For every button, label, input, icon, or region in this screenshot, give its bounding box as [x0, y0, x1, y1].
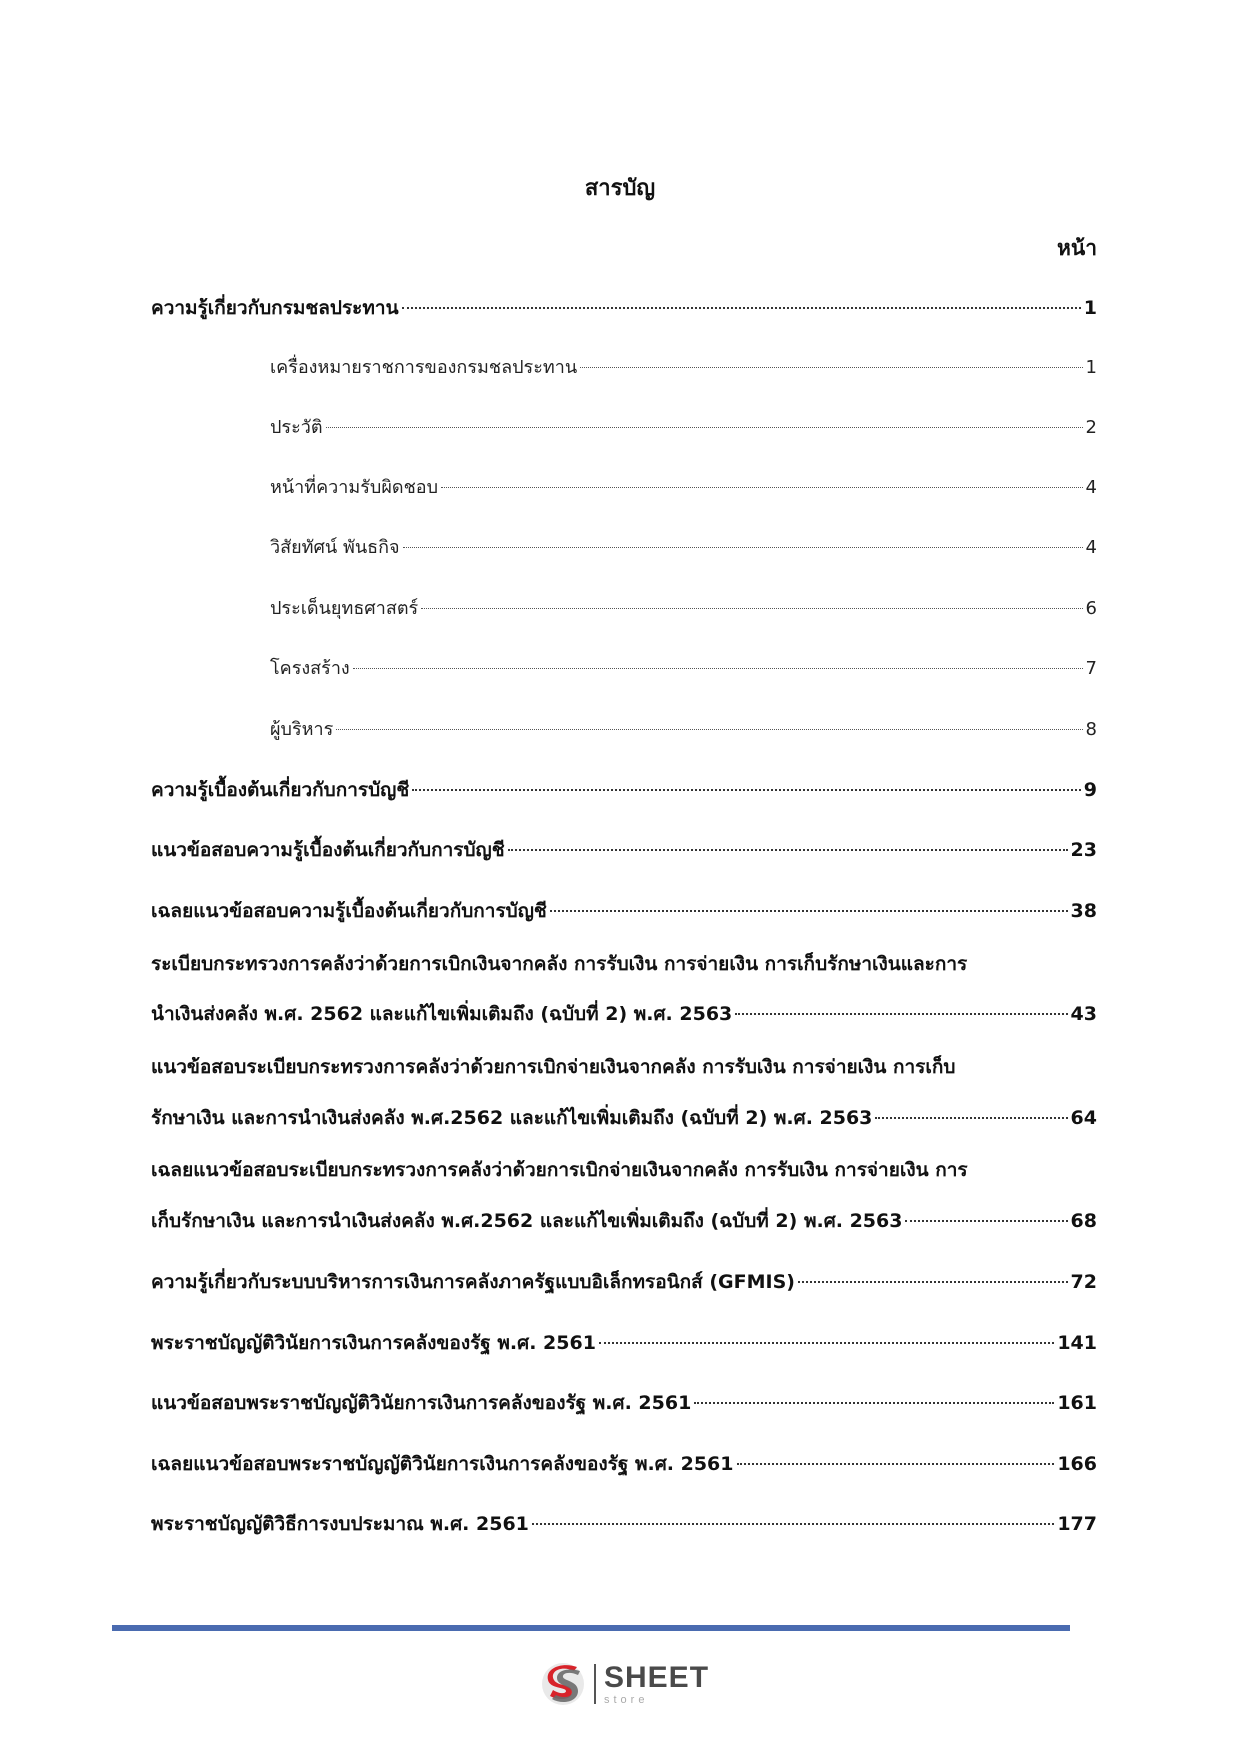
- logo-subtext: store: [604, 1693, 649, 1706]
- toc-entry-label: เฉลยแนวข้อสอบความรู้เบื้องต้นเกี่ยวกับการบัญชี: [151, 900, 547, 922]
- dot-leader: [508, 849, 1068, 851]
- dot-leader: [532, 1523, 1054, 1525]
- toc-subentry[interactable]: [270, 716, 1097, 744]
- toc-subentry[interactable]: [270, 414, 1097, 442]
- toc-subentry[interactable]: [270, 655, 1097, 683]
- toc-entry[interactable]: [151, 1104, 1097, 1132]
- dot-leader: [326, 427, 1083, 428]
- toc-entry-label: แนวข้อสอบความรู้เบื้องต้นเกี่ยวกับการบัญชี: [151, 839, 505, 861]
- toc-entry[interactable]: [151, 1329, 1097, 1357]
- dot-leader: [905, 1220, 1067, 1222]
- toc-entry-line1: ระเบียบกระทรวงการคลังว่าด้วยการเบิกเงินจากคลัง การรับเงิน การจ่ายเงิน การเก็บรักษาเงินและการ: [151, 953, 968, 975]
- dot-leader: [441, 487, 1083, 488]
- toc-entry-label: รักษาเงิน และการนำเงินส่งคลัง พ.ศ.2562 และแก้ไขเพิ่มเติมถึง (ฉบับที่ 2) พ.ศ. 2563: [151, 1107, 873, 1129]
- toc-entry-label: พระราชบัญญัติวินัยการเงินการคลังของรัฐ พ.ศ. 2561: [151, 1332, 596, 1354]
- toc-entry[interactable]: [151, 1000, 1097, 1028]
- toc-entry-page: 64: [1070, 1107, 1097, 1129]
- dot-leader: [402, 307, 1081, 309]
- sheet-store-logo: [540, 1656, 720, 1712]
- toc-entry[interactable]: [151, 1268, 1097, 1296]
- sheet-store-logo-icon: [540, 1659, 586, 1709]
- toc-entry-page: 72: [1070, 1271, 1097, 1293]
- toc-entry-label: ประเด็นยุทธศาสตร์: [270, 598, 419, 619]
- footer-rule: [112, 1625, 1070, 1631]
- toc-entry-page: 177: [1057, 1513, 1097, 1535]
- dot-leader: [875, 1117, 1067, 1119]
- toc-entry-label: หน้าที่ความรับผิดชอบ: [270, 477, 439, 498]
- dot-leader: [421, 608, 1082, 609]
- toc-entry-label: แนวข้อสอบพระราชบัญญัติวินัยการเงินการคลังของรัฐ พ.ศ. 2561: [151, 1392, 692, 1414]
- toc-entry-line1: แนวข้อสอบระเบียบกระทรวงการคลังว่าด้วยการเบิกจ่ายเงินจากคลัง การรับเงิน การจ่ายเงิน การเก็บ: [151, 1056, 956, 1078]
- toc-entry-page: 38: [1070, 900, 1097, 922]
- toc-entry-page: 9: [1083, 779, 1097, 801]
- logo-text: [604, 1660, 710, 1706]
- toc-entry[interactable]: [151, 1450, 1097, 1478]
- toc-entry-label: โครงสร้าง: [270, 658, 350, 679]
- toc-entry-page: 2: [1085, 417, 1097, 438]
- toc-entry[interactable]: [151, 897, 1097, 925]
- toc-entry-page: 166: [1057, 1453, 1097, 1475]
- toc-entry-line1: เฉลยแนวข้อสอบระเบียบกระทรวงการคลังว่าด้วยการเบิกจ่ายเงินจากคลัง การรับเงิน การจ่ายเงิน การ: [151, 1159, 968, 1181]
- toc-entry[interactable]: [151, 776, 1097, 804]
- toc-entry-label: เฉลยแนวข้อสอบพระราชบัญญัติวินัยการเงินการคลังของรัฐ พ.ศ. 2561: [151, 1453, 734, 1475]
- dot-leader: [694, 1402, 1054, 1404]
- toc-entry-page: 8: [1085, 719, 1097, 740]
- dot-leader: [403, 547, 1083, 548]
- dot-leader: [412, 789, 1081, 791]
- toc-entry-label: นำเงินส่งคลัง พ.ศ. 2562 และแก้ไขเพิ่มเติมถึง (ฉบับที่ 2) พ.ศ. 2563: [151, 1003, 733, 1025]
- toc-entry-page: 4: [1085, 537, 1097, 558]
- page-column-header: หน้า: [1057, 236, 1097, 260]
- toc-entry-label: เครื่องหมายราชการของกรมชลประทาน: [270, 357, 578, 378]
- toc-subentry[interactable]: [270, 595, 1097, 623]
- dot-leader: [735, 1013, 1067, 1015]
- dot-leader: [550, 910, 1068, 912]
- toc-entry-page: 141: [1057, 1332, 1097, 1354]
- toc-entry-page: 43: [1070, 1003, 1097, 1025]
- toc-entry-page: 1: [1083, 297, 1097, 319]
- toc-entry-label: เก็บรักษาเงิน และการนำเงินส่งคลัง พ.ศ.2562 และแก้ไขเพิ่มเติมถึง (ฉบับที่ 2) พ.ศ. 2563: [151, 1210, 903, 1232]
- dot-leader: [336, 729, 1082, 730]
- toc-entry-page: 68: [1070, 1210, 1097, 1232]
- logo-wordmark: SHEET: [604, 1660, 710, 1694]
- toc-entry-page: 23: [1070, 839, 1097, 861]
- toc-entry[interactable]: [151, 836, 1097, 864]
- page-title: สารบัญ: [584, 176, 656, 201]
- toc-entry[interactable]: [151, 294, 1097, 322]
- dot-leader: [798, 1281, 1068, 1283]
- toc-entry-label: ความรู้เกี่ยวกับระบบบริหารการเงินการคลังภาครัฐแบบอิเล็กทรอนิกส์ (GFMIS): [151, 1271, 795, 1293]
- toc-entry[interactable]: [151, 1510, 1097, 1538]
- toc-entry-label: ผู้บริหาร: [270, 719, 334, 740]
- toc-entry-label: ความรู้เกี่ยวกับกรมชลประทาน: [151, 297, 399, 319]
- toc-entry[interactable]: [151, 1207, 1097, 1235]
- toc-entry-page: 161: [1057, 1392, 1097, 1414]
- dot-leader: [353, 668, 1083, 669]
- toc-entry[interactable]: [151, 1389, 1097, 1417]
- toc-subentry[interactable]: [270, 534, 1097, 562]
- toc-entry-label: ความรู้เบื้องต้นเกี่ยวกับการบัญชี: [151, 779, 410, 801]
- toc-subentry[interactable]: [270, 474, 1097, 502]
- logo-divider: [594, 1664, 596, 1704]
- toc-entry-label: พระราชบัญญัติวิธีการงบประมาณ พ.ศ. 2561: [151, 1513, 529, 1535]
- dot-leader: [737, 1463, 1055, 1465]
- toc-subentry[interactable]: [270, 354, 1097, 382]
- toc-entry-label: ประวัติ: [270, 417, 323, 438]
- dot-leader: [599, 1342, 1054, 1344]
- toc-entry-page: 6: [1085, 598, 1097, 619]
- toc-entry-page: 1: [1085, 357, 1097, 378]
- toc-entry-page: 4: [1085, 477, 1097, 498]
- dot-leader: [580, 367, 1082, 368]
- toc-entry-label: วิสัยทัศน์ พันธกิจ: [270, 537, 400, 558]
- toc-entry-page: 7: [1085, 658, 1097, 679]
